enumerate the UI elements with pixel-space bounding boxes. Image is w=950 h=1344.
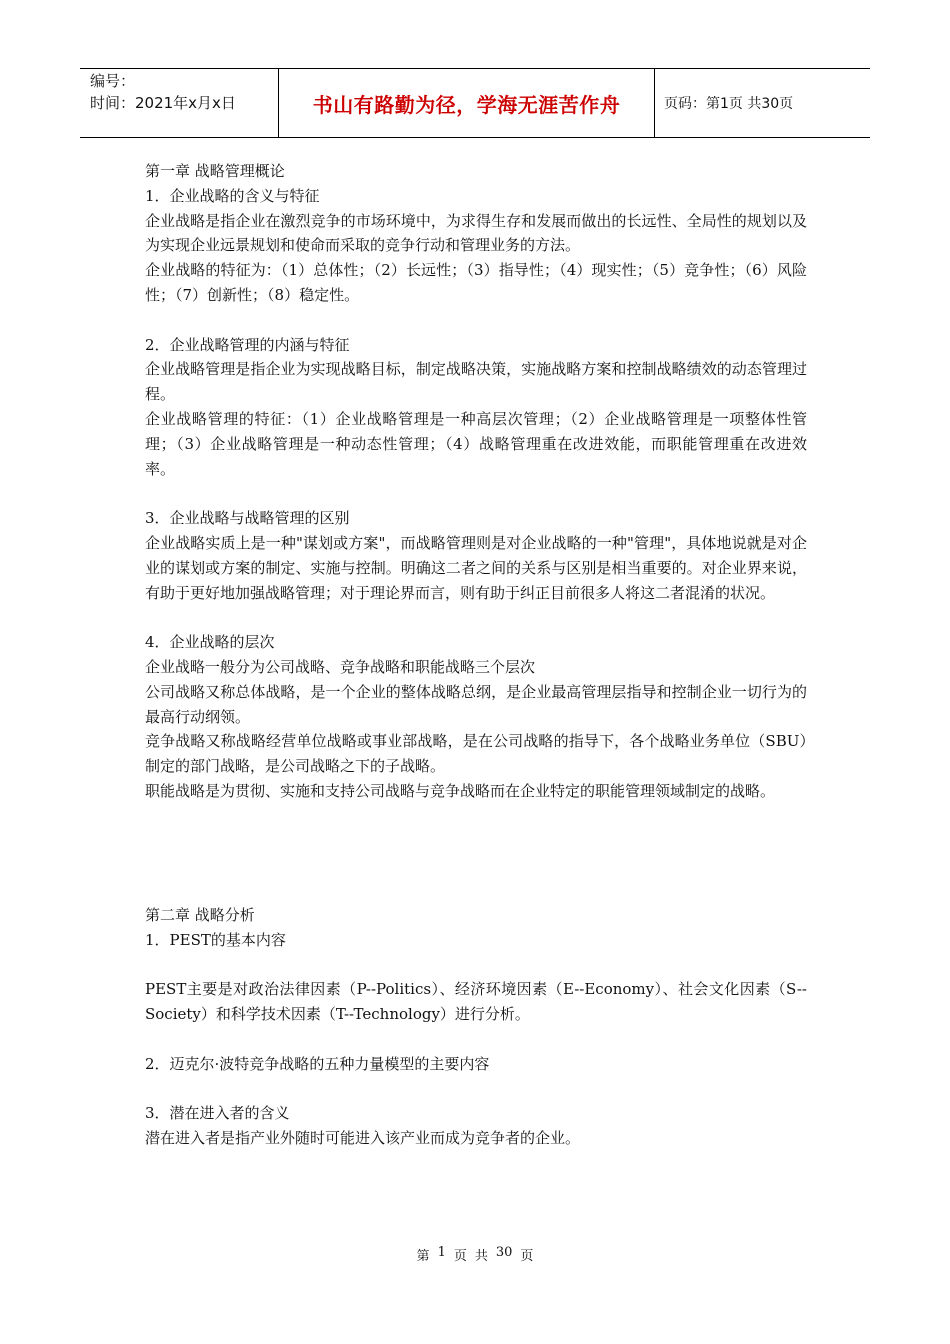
page-header [80,68,870,138]
paragraph: PEST主要是对政治法律因素（P--Politics）、经济环境因素（E--Economy）、社会文化因素（S--Society）和科学技术因素（T--Technology）进行分析。 [145,980,807,1024]
section-4-title: 4．企业战略的层次 [145,633,275,652]
number-label: 编号： [90,72,136,90]
paragraph: 企业战略的特征为：（1）总体性；（2）长远性；（3）指导性；（4）现实性；（5）竞争性；（6）风险性；（7）创新性；（8）稳定性。 [145,261,807,304]
footer-total-pages: 30 [495,1245,513,1260]
spacer [145,1076,807,1101]
paragraph: 企业战略管理是指企业为实现战略目标，制定战略决策，实施战略方案和控制战略绩效的动态管理过程。 [145,360,807,404]
section-title: 2．迈克尔·波特竞争战略的五种力量模型的主要内容 [145,1054,490,1073]
footer-word: 第 [416,1249,430,1264]
header-motto: 书山有路勤为径，学海无涯苦作舟 [278,69,655,137]
page-footer [0,1245,950,1264]
footer-page-number: 1 [437,1245,446,1260]
footer-word: 页 [520,1249,534,1264]
document-body [145,159,807,1151]
paragraph: 企业战略管理的特征：（1）企业战略管理是一种高层次管理；（2）企业战略管理是一项整体性管理；（3）企业战略管理是一种动态性管理；（4）战略管理重在改进效能，而职能管理重在改进效率。 [145,409,807,478]
footer-word: 共 [474,1249,488,1264]
section-title: 3．潜在进入者的含义 [145,1104,290,1123]
time-label: 时间：2021年x月x日 [90,94,236,112]
header-left-cell [80,69,278,137]
chapter-1-title: 第一章 战略管理概论 [145,162,285,180]
spacer [145,878,807,903]
paragraph: 潜在进入者是指产业外随时可能进入该产业而成为竞争者的企业。 [145,1129,581,1148]
spacer [145,829,807,854]
paragraph: 企业战略是指企业在激烈竞争的市场环境中，为求得生存和发展而做出的长远性、全局性的规划以及为实现企业远景规划和使命而采取的竞争行动和管理业务的方法。 [145,211,807,255]
paragraph: 竞争战略又称战略经营单位战略或事业部战略，是在公司战略的指导下，各个战略业务单位（SBU）制定的部门战略，是公司战略之下的子战略。 [145,732,807,776]
chapter-2-title: 第二章 战略分析 [145,905,255,924]
paragraph: 企业战略一般分为公司战略、竞争战略和职能战略三个层次 [145,657,536,676]
spacer [145,1027,807,1052]
paragraph: 职能战略是为贯彻、实施和支持公司战略与竞争战略而在企业特定的职能管理领域制定的战略。 [145,781,776,800]
header-page-info: 页码：第1页 共30页 [664,96,794,112]
section-1-title: 1．企业战略的含义与特征 [145,186,320,205]
spacer [145,308,807,333]
spacer [145,481,807,506]
paragraph: 公司战略又称总体战略，是一个企业的整体战略总纲，是企业最高管理层指导和控制企业一切行为的最高行动纲领。 [145,682,807,726]
spacer [145,804,807,829]
spacer [145,953,807,978]
section-title: 1．PEST的基本内容 [145,930,286,949]
section-3-title: 3．企业战略与战略管理的区别 [145,509,350,528]
section-2-title: 2．企业战略管理的内涵与特征 [145,335,350,354]
paragraph: 企业战略实质上是一种"谋划或方案"，而战略管理则是对企业战略的一种"管理"，具体地说就是对企业的谋划或方案的制定、实施与控制。明确这二者之间的关系与区别是相当重要的。对企业界来说，有助于更好地加强战略管理；对于理论界而言，则有助于纠正目前很多人将这二者混淆的状况。 [145,533,807,602]
spacer [145,853,807,878]
footer-word: 页 [453,1249,467,1264]
spacer [145,605,807,630]
